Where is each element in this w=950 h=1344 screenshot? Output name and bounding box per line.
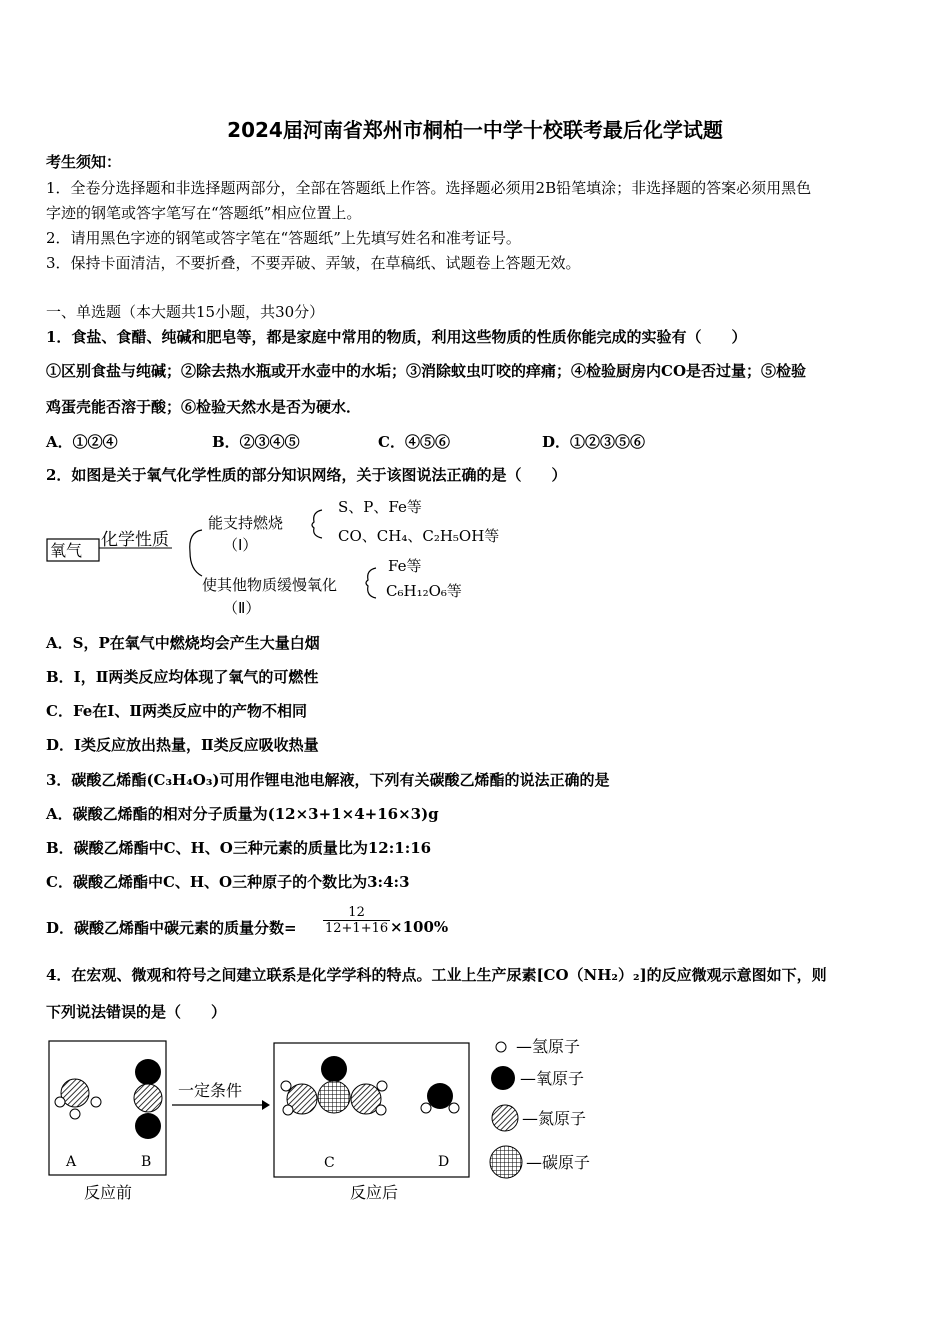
- q3-option-d[interactable]: D．碳酸乙烯酯中碳元素的质量分数=: [46, 919, 297, 937]
- oxygen-atom-icon: [491, 1066, 515, 1090]
- label-a: A: [66, 1154, 77, 1170]
- q3-option-c[interactable]: C．碳酸乙烯酯中C、H、O三种原子的个数比为3:4:3: [46, 873, 410, 891]
- question-1-text: 鸡蛋壳能否溶于酸；⑥检验天然水是否为硬水．: [46, 398, 362, 416]
- branch-1-item: CO、CH₄、C₂H₅OH等: [338, 527, 500, 545]
- notice-line: 1．全卷分选择题和非选择题两部分，全部在答题纸上作答。选择题必须用2B铅笔填涂；非选择题的答案必须用黑色: [46, 179, 812, 197]
- legend-hydrogen: —氢原子: [516, 1037, 581, 1056]
- molecule-a-ammonia: [55, 1079, 101, 1119]
- q1-option-a[interactable]: A．①②④: [46, 433, 118, 451]
- question-4-stem: 4．在宏观、微观和符号之间建立联系是化学学科的特点。工业上生产尿素[CO（NH₂）₂]的反应微观示意图如下，则: [46, 966, 827, 984]
- question-2-stem: 2．如图是关于氧气化学性质的部分知识网络，关于该图说法正确的是（ ）: [46, 466, 567, 484]
- brace-2: [366, 568, 376, 598]
- legend-oxygen: —氧原子: [520, 1069, 585, 1088]
- mass-fraction: [323, 905, 390, 936]
- after-label: 反应后: [350, 1183, 399, 1202]
- branch-2-label: 使其他物质缓慢氧化: [202, 576, 338, 594]
- branch-2-tag: （Ⅱ）: [223, 599, 261, 617]
- root-label: 氧气: [50, 541, 83, 560]
- legend-nitrogen: —氮原子: [522, 1109, 587, 1128]
- q1-option-c[interactable]: C．④⑤⑥: [378, 433, 450, 451]
- brace-1: [312, 510, 322, 538]
- before-label: 反应前: [84, 1183, 133, 1202]
- q2-option-a[interactable]: A．S，P在氧气中燃烧均会产生大量白烟: [46, 634, 320, 652]
- question-4-stem-line2: 下列说法错误的是（ ）: [46, 1003, 227, 1021]
- molecule-b-carbon-dioxide: [134, 1059, 162, 1139]
- q1-option-d[interactable]: D．①②③⑤⑥: [542, 433, 646, 451]
- molecule-d-water: [421, 1083, 459, 1113]
- notice-line: 字迹的钢笔或答字笔写在“答题纸”相应位置上。: [46, 204, 362, 222]
- label-b: B: [141, 1154, 152, 1170]
- q3-option-b[interactable]: B．碳酸乙烯酯中C、H、O三种元素的质量比为12:1:16: [46, 839, 432, 857]
- branch-2-item: C₆H₁₂O₆等: [386, 582, 462, 600]
- question-1-text: ①区别食盐与纯碱；②除去热水瓶或开水壶中的水垢；③消除蚊虫叮咬的痒痛；④检验厨房内CO是否过量；⑤检验: [46, 362, 807, 380]
- legend-carbon: —碳原子: [526, 1153, 591, 1172]
- arrow-condition-label: 一定条件: [178, 1081, 243, 1100]
- fraction-numerator: 12: [323, 905, 390, 921]
- carbon-atom-icon: [490, 1146, 522, 1178]
- q2-option-b[interactable]: B．Ⅰ，Ⅱ两类反应均体现了氧气的可燃性: [46, 668, 319, 686]
- question-3-stem: 3．碳酸乙烯酯(C₃H₄O₃)可用作锂电池电解液，下列有关碳酸乙烯酯的说法正确的是: [46, 771, 610, 789]
- question-1-stem: 1．食盐、食醋、纯碱和肥皂等，都是家庭中常用的物质，利用这些物质的性质你能完成的实验有（ ）: [46, 328, 747, 346]
- label-c: C: [324, 1155, 335, 1171]
- oxygen-knowledge-diagram: [40, 492, 520, 622]
- nitrogen-atom-icon: [492, 1105, 518, 1131]
- fraction-suffix: ×100%: [390, 918, 449, 936]
- q2-option-c[interactable]: C．Fe在Ⅰ、Ⅱ两类反应中的产物不相同: [46, 702, 307, 720]
- branch-1-item: S、P、Fe等: [338, 498, 422, 516]
- q2-option-d[interactable]: D．Ⅰ类反应放出热量，Ⅱ类反应吸收热量: [46, 736, 319, 754]
- atom-legend: [490, 1037, 590, 1178]
- arrow-head: [262, 1100, 270, 1110]
- q1-option-b[interactable]: B．②③④⑤: [212, 433, 300, 451]
- branch-1-label: 能支持燃烧: [208, 514, 284, 532]
- notice-line: 2．请用黑色字迹的钢笔或答字笔在“答题纸”上先填写姓名和准考证号。: [46, 229, 521, 247]
- branch-1-tag: （Ⅰ）: [223, 536, 258, 554]
- main-brace: [190, 530, 202, 576]
- notice-heading: 考生须知：: [46, 153, 122, 171]
- page-title: 2024届河南省郑州市桐柏一中学十校联考最后化学试题: [227, 118, 723, 142]
- molecule-c-urea: [281, 1056, 387, 1115]
- urea-reaction-diagram: [40, 1030, 620, 1210]
- fraction-denominator: 12+1+16: [325, 921, 389, 936]
- q3-option-a[interactable]: A．碳酸乙烯酯的相对分子质量为(12×3+1×4+16×3)g: [46, 805, 439, 823]
- label-d: D: [438, 1154, 450, 1170]
- branch-2-item: Fe等: [388, 557, 422, 575]
- hydrogen-atom-icon: [496, 1042, 506, 1052]
- branch-label: 化学性质: [101, 530, 169, 550]
- section-heading: 一、单选题（本大题共15小题，共30分）: [46, 303, 325, 321]
- notice-line: 3．保持卡面清洁，不要折叠，不要弄破、弄皱，在草稿纸、试题卷上答题无效。: [46, 254, 581, 272]
